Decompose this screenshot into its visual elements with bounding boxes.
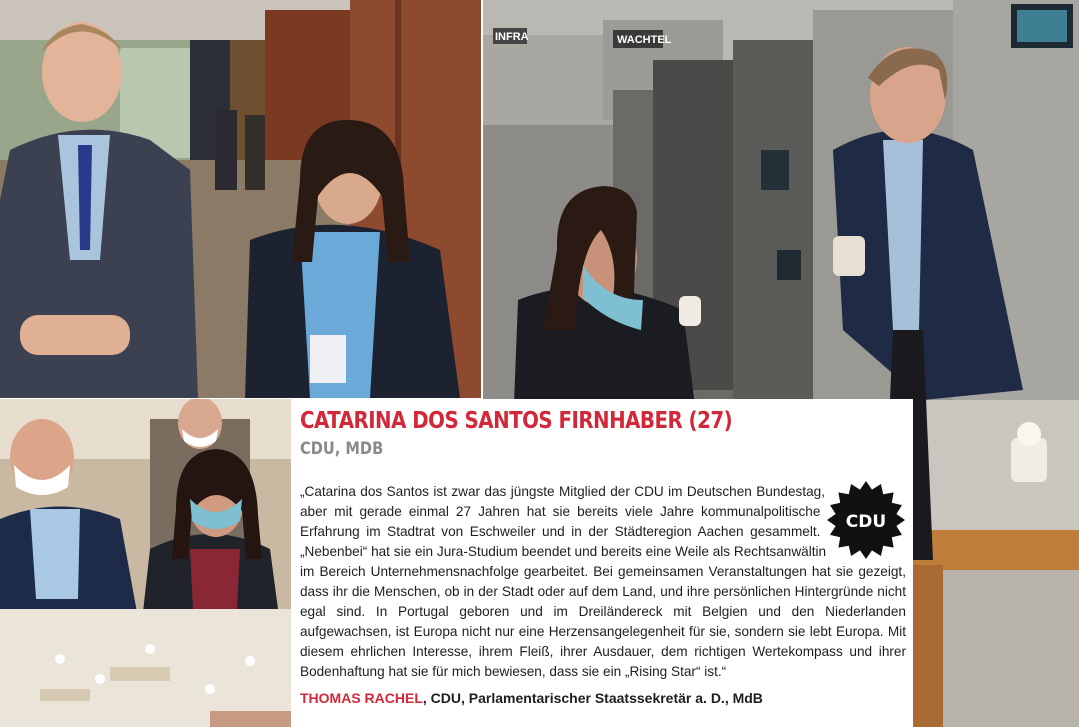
cdu-badge-label: CDU [845,512,887,532]
author-name: THOMAS RACHEL [300,690,423,706]
photo-model-viewing [0,399,292,727]
photo-hallway [0,0,481,398]
oven-sign-right: WACHTEL [617,34,672,46]
author-role: , CDU, Parlamentarischer Staatssekretär a. D., MdB [422,690,763,706]
headline: CATARINA DOS SANTOS FIRNHABER (27) [300,408,733,434]
cdu-badge-icon [826,480,906,560]
quote-text [300,482,906,682]
subline: CDU, MDB [300,439,384,459]
quote-body: „Catarina dos Santos ist zwar das jüngste Mitglied der CDU im Deutschen Bundestag, aber mit gerade einmal 27 Jahren hat sie bereits viele Jahre kommunalpolitische Erfahrung im Stadtrat von Eschweiler und in der Städteregion Aachen gesammelt. „Nebenbei“ hat sie ein Jura-Studium beendet und bereits eine Weile als Rechtsanwältin im Bereich Unternehmensnachfolge gearbeitet. Bei gemeinsamen Veranstaltungen hat sie gezeigt, dass ihr die Menschen, ob in der Stadt oder auf dem Land, und ihre persönlichen Hintergründe nicht egal sind. In Portugal geboren und im Dreiländereck mit Belgien und den Niederlanden aufgewachsen, ist Europa nicht nur eine Herzensangelegenheit für sie, sondern sie lebt Europa. Mit diesem ehrlichen Interesse, ihrem Fleiß, ihrer Ausdauer, dem richtigen Wertekompass und ihrer Bodenhaftung hat sie für mich bewiesen, dass sie ein „Rising Star“ ist.“ [300,484,906,679]
title-box [291,399,733,461]
oven-sign-left: INFRA [495,31,529,43]
author-line [300,690,763,706]
